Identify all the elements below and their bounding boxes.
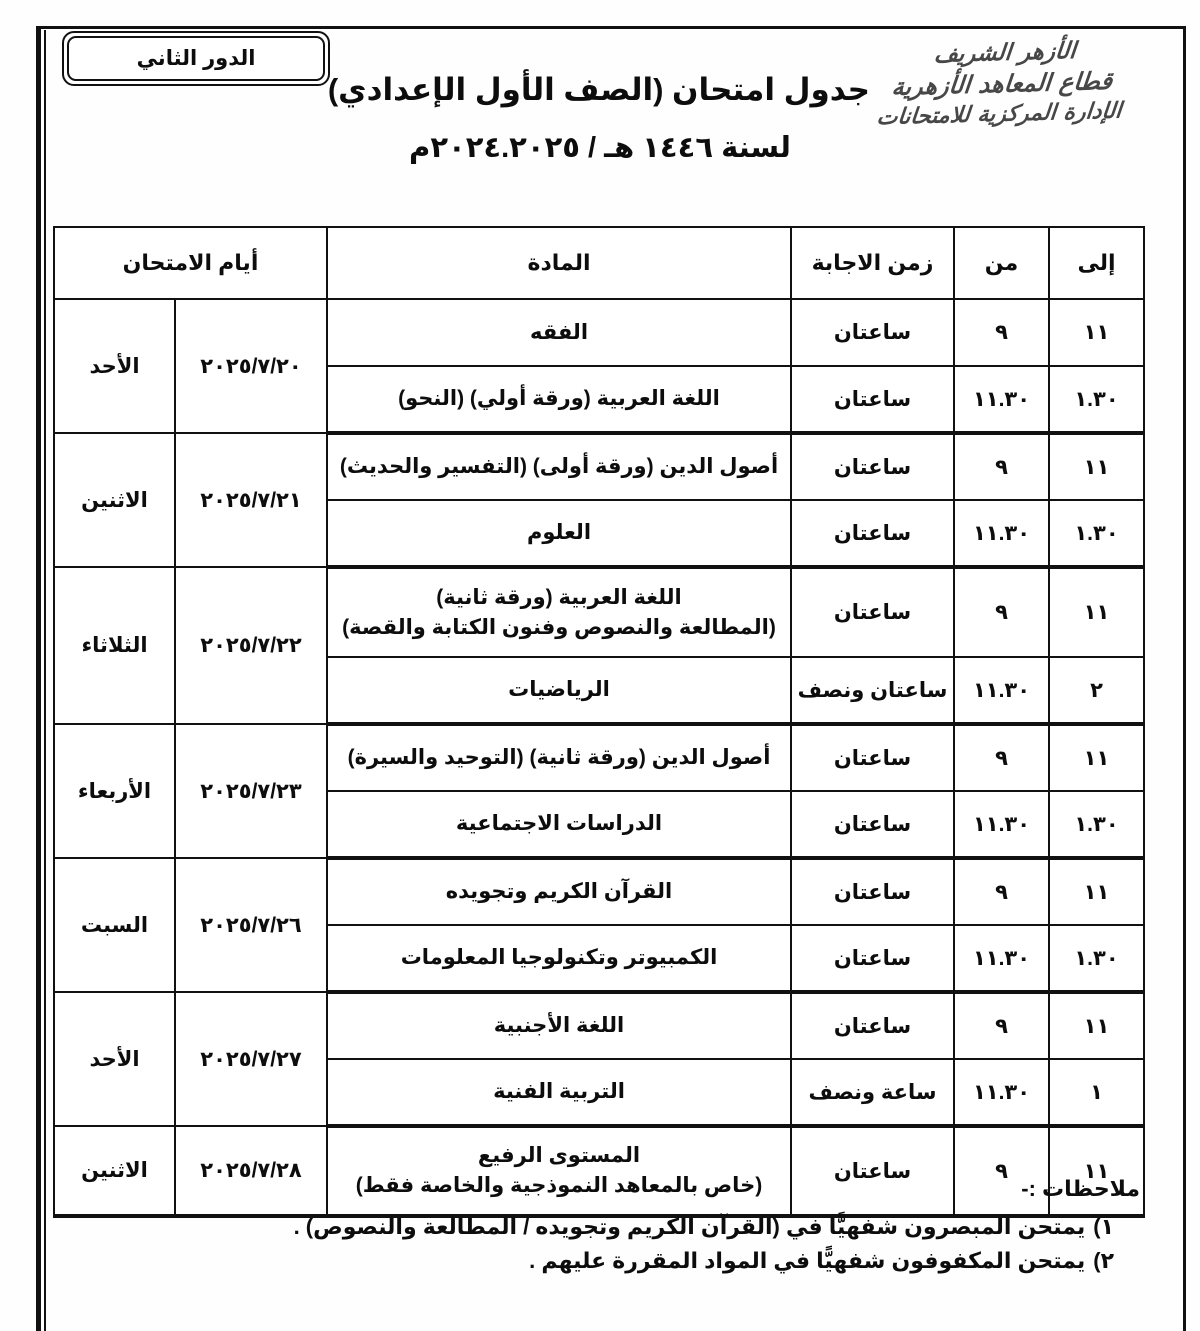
- cell-time-to: ١١: [1049, 433, 1144, 500]
- org-line-3: الإدارة المركزية للامتحانات: [875, 97, 1123, 131]
- cell-duration: ساعتان: [791, 858, 954, 925]
- cell-subject: التربية الفنية: [327, 1059, 791, 1126]
- notes-title: ملاحظات :-: [1021, 1176, 1140, 1201]
- cell-subject: القرآن الكريم وتجويده: [327, 858, 791, 925]
- org-line-1: الأزهر الشريف: [932, 37, 1078, 68]
- column-header-from: من: [954, 227, 1049, 299]
- cell-subject: الرياضيات: [327, 657, 791, 724]
- cell-time-to: ١.٣٠: [1049, 366, 1144, 433]
- cell-time-from: ٩: [954, 724, 1049, 791]
- note-number: ٢): [1093, 1248, 1114, 1274]
- cell-subject: اللغة الأجنبية: [327, 992, 791, 1059]
- cell-subject: الكمبيوتر وتكنولوجيا المعلومات: [327, 925, 791, 992]
- cell-time-from: ١١.٣٠: [954, 925, 1049, 992]
- column-header-duration: زمن الاجابة: [791, 227, 954, 299]
- cell-exam-date: ٢٠٢٥/٧/٢٢: [175, 567, 327, 724]
- cell-time-to: ١١: [1049, 567, 1144, 657]
- cell-exam-day: الاثنين: [54, 1126, 175, 1216]
- header-row: [54, 227, 1144, 299]
- cell-duration: ساعتان: [791, 299, 954, 366]
- note-item: [70, 1244, 1140, 1278]
- cell-exam-date: ٢٠٢٥/٧/٢٨: [175, 1126, 327, 1216]
- cell-time-to: ١.٣٠: [1049, 925, 1144, 992]
- cell-exam-date: ٢٠٢٥/٧/٢١: [175, 433, 327, 567]
- cell-subject: أصول الدين (ورقة ثانية) (التوحيد والسيرة): [327, 724, 791, 791]
- cell-subject-line2: (خاص بالمعاهد النموذجية والخاصة فقط): [355, 1174, 763, 1197]
- cell-time-to: ١١: [1049, 992, 1144, 1059]
- cell-time-to: ١١: [1049, 1126, 1144, 1216]
- cell-subject: اللغة العربية (ورقة ثانية) (المطالعة والنصوص وفنون الكتابة والقصة): [327, 567, 791, 657]
- cell-duration: ساعتان: [791, 366, 954, 433]
- cell-duration: ساعة ونصف: [791, 1059, 954, 1126]
- document-title-block: [327, 72, 870, 165]
- cell-duration: ساعتان: [791, 433, 954, 500]
- cell-exam-date: ٢٠٢٥/٧/٢٣: [175, 724, 327, 858]
- cell-time-from: ١١.٣٠: [954, 366, 1049, 433]
- azhar-logo-calligraphy: [847, 34, 1157, 133]
- table-row: [54, 992, 1144, 1059]
- document-header: [0, 0, 1200, 196]
- cell-time-from: ٩: [954, 433, 1049, 500]
- cell-exam-day: الأربعاء: [54, 724, 175, 858]
- column-header-exam-days: أيام الامتحان: [54, 227, 327, 299]
- cell-time-from: ٩: [954, 299, 1049, 366]
- cell-time-from: ١١.٣٠: [954, 1059, 1049, 1126]
- round-badge-label: الدور الثاني: [67, 36, 325, 81]
- cell-exam-day: الثلاثاء: [54, 567, 175, 724]
- note-text: يمتحن المكفوفون شفهيًّا في المواد المقررة عليهم .: [529, 1248, 1086, 1274]
- cell-exam-date: ٢٠٢٥/٧/٢٦: [175, 858, 327, 992]
- cell-time-to: ١: [1049, 1059, 1144, 1126]
- cell-duration: ساعتان: [791, 791, 954, 858]
- cell-duration: ساعتان: [791, 992, 954, 1059]
- cell-time-from: ٩: [954, 567, 1049, 657]
- cell-time-from: ٩: [954, 992, 1049, 1059]
- table-body: [54, 299, 1144, 1216]
- page-title: جدول امتحان (الصف الأول الإعدادي): [327, 72, 870, 107]
- cell-time-to: ١.٣٠: [1049, 500, 1144, 567]
- cell-subject: المستوى الرفيع (خاص بالمعاهد النموذجية والخاصة فقط): [327, 1126, 791, 1216]
- cell-time-from: ٩: [954, 1126, 1049, 1216]
- note-text: يمتحن المبصرون شفهيًّا في (القرآن الكريم وتجويده / المطالعة والنصوص) .: [293, 1214, 1086, 1239]
- cell-duration: ساعتان: [791, 724, 954, 791]
- table-row: [54, 433, 1144, 500]
- cell-time-to: ١١: [1049, 724, 1144, 791]
- page-subtitle-year: لسنة ١٤٤٦ هـ / ٢٠٢٤.٢٠٢٥م: [409, 132, 791, 164]
- cell-duration: ساعتان ونصف: [791, 657, 954, 724]
- cell-time-from: ١١.٣٠: [954, 657, 1049, 724]
- cell-time-to: ١.٣٠: [1049, 791, 1144, 858]
- table-head: [54, 227, 1144, 299]
- table-row: [54, 299, 1144, 366]
- cell-time-to: ١١: [1049, 299, 1144, 366]
- round-badge: [62, 31, 330, 86]
- cell-subject: الفقه: [327, 299, 791, 366]
- cell-exam-day: الأحد: [54, 299, 175, 433]
- cell-subject: الدراسات الاجتماعية: [327, 791, 791, 858]
- cell-time-from: ١١.٣٠: [954, 791, 1049, 858]
- table-row: [54, 724, 1144, 791]
- cell-duration: ساعتان: [791, 925, 954, 992]
- org-line-2: قطاع المعاهد الأزهرية: [890, 66, 1114, 102]
- column-header-to: إلى: [1049, 227, 1144, 299]
- cell-duration: ساعتان: [791, 500, 954, 567]
- column-header-subject: المادة: [327, 227, 791, 299]
- cell-duration: ساعتان: [791, 567, 954, 657]
- cell-exam-date: ٢٠٢٥/٧/٢٠: [175, 299, 327, 433]
- cell-subject: العلوم: [327, 500, 791, 567]
- cell-exam-day: السبت: [54, 858, 175, 992]
- cell-subject-line2: (المطالعة والنصوص وفنون الكتابة والقصة): [342, 615, 776, 639]
- schedule-table: [53, 226, 1145, 1218]
- schedule-table-container: [55, 226, 1145, 1218]
- table-row: [54, 858, 1144, 925]
- cell-exam-day: الاثنين: [54, 433, 175, 567]
- cell-exam-date: ٢٠٢٥/٧/٢٧: [175, 992, 327, 1126]
- cell-time-from: ٩: [954, 858, 1049, 925]
- notes-list: [70, 1210, 1140, 1278]
- cell-duration: ساعتان: [791, 1126, 954, 1216]
- cell-time-from: ١١.٣٠: [954, 500, 1049, 567]
- cell-time-to: ١١: [1049, 858, 1144, 925]
- cell-exam-day: الأحد: [54, 992, 175, 1126]
- table-row: [54, 567, 1144, 657]
- cell-subject: اللغة العربية (ورقة أولي) (النحو): [327, 366, 791, 433]
- notes-section: [70, 1176, 1140, 1278]
- cell-time-to: ٢: [1049, 657, 1144, 724]
- note-item: [70, 1210, 1140, 1244]
- note-number: ١): [1093, 1214, 1114, 1239]
- cell-subject: أصول الدين (ورقة أولى) (التفسير والحديث): [327, 433, 791, 500]
